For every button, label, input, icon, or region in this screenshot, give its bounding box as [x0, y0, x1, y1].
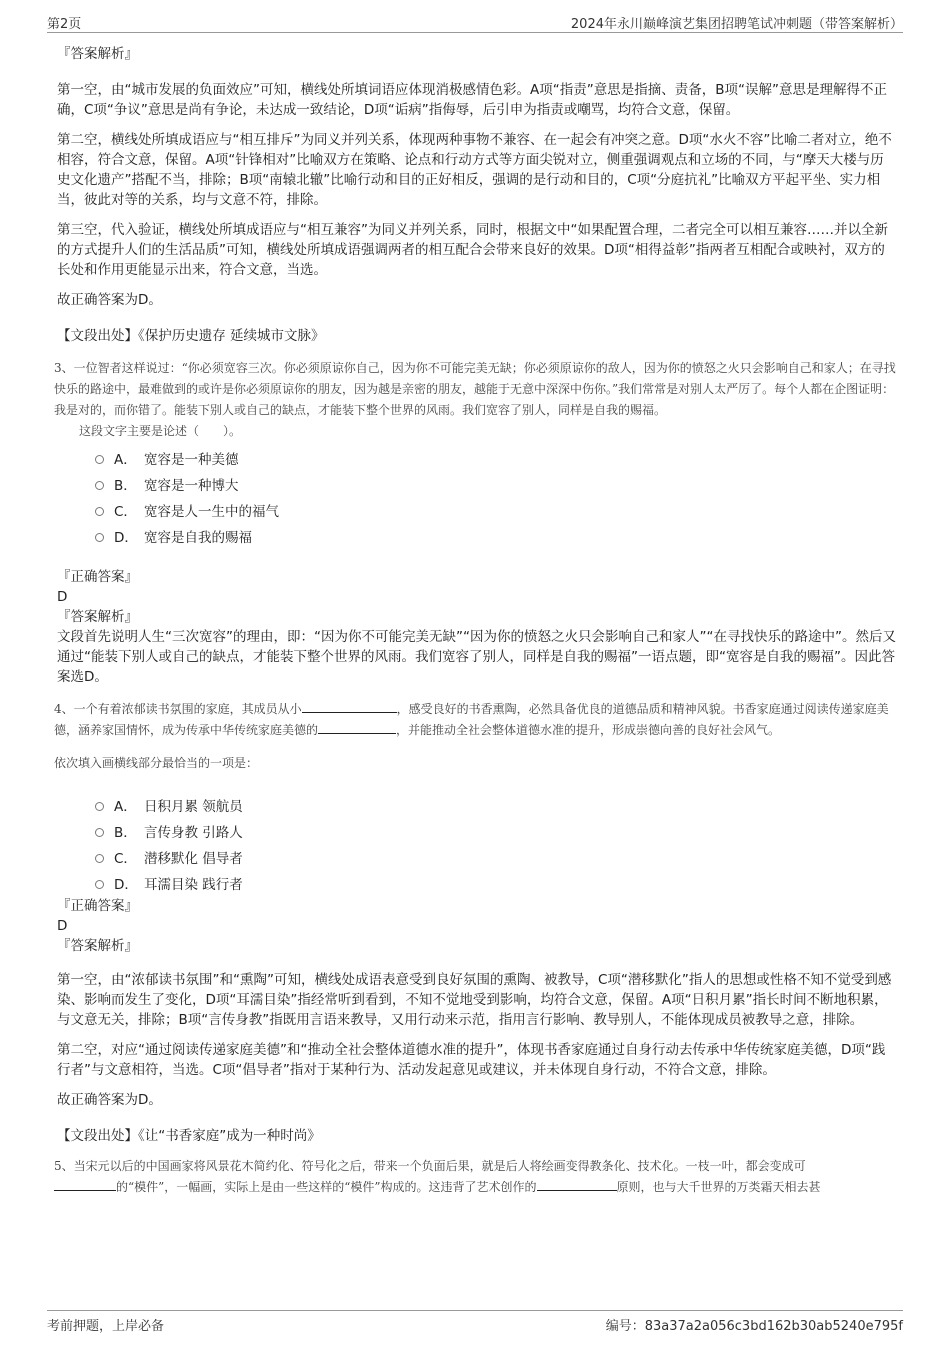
q4-answer-label: 『正确答案』: [57, 898, 138, 914]
q2-analysis-para-1: 第一空，由“城市发展的负面效应”可知，横线处所填词语应体现消极感情色彩。A项“指责”意思是指摘、责备，B项“误解”意思是理解得不正确，C项“争议”意思是尚有争论，未达成一致结论，D项“诟病”指侮辱，后引申为指责或嘲骂，均符合文意，保留。: [57, 82, 887, 118]
option-key: C．: [114, 851, 137, 867]
radio-icon[interactable]: [95, 507, 104, 516]
option-key: B．: [114, 825, 137, 841]
blank-line: [318, 721, 396, 734]
footer-slogan: 考前押题，上岸必备: [47, 1319, 165, 1334]
q3-analysis: 文段首先说明人生“三次宽容”的理由，即：“因为你不可能完美无缺”“因为你的愤怒之火只会影响自己和家人”“在寻找快乐的路途中”。然后又通过“能装下别人或自己的缺点，才能装下整个世界的风雨。我们宽容了别人，同样是自我的赐福”一语点题，即“宽容是自我的赐福”。因此答案选D。: [57, 629, 896, 685]
radio-icon[interactable]: [95, 880, 104, 889]
q2-analysis-para-2: 第二空，横线处所填成语应与“相互排斥”为同义并列关系，体现两种事物不兼容、在一起会有冲突之意。D项“水火不容”比喻二者对立，绝不相容，符合文意，保留。A项“针锋相对”比喻双方在策略、论点和行动方式等方面尖锐对立，侧重强调观点和立场的不同，与“摩天大楼与历史文化遗产”搭配不当，排除；B项“南辕北辙”比喻行动和目的正好相反，强调的是行动和目的，C项“分庭抗礼”比喻双方平起平坐、实力相当，彼此对等的关系，均与文意不符，排除。: [57, 132, 892, 208]
document-code: [606, 1315, 903, 1334]
q3-options: [95, 445, 897, 549]
option-text: 宽容是一种美德: [144, 452, 239, 468]
option-key: C．: [114, 504, 137, 520]
q4-text-2: ，感受良好的书香熏陶，必然具备优良的道德品质和精神风貌。书香家庭通过阅读传递家庭美德，涵养家国情怀，成为传承中华传统家庭美德的: [54, 702, 889, 737]
option-key: B．: [114, 478, 137, 494]
q3-option-d[interactable]: [95, 523, 897, 549]
code-label: 编号：: [605, 1319, 645, 1334]
page-number: 第2页: [47, 17, 82, 32]
q4-text-3: ，并能推动全社会整体道德水准的提升，形成崇德向善的良好社会风气。: [396, 723, 781, 737]
q3-analysis-label: 『答案解析』: [57, 609, 138, 625]
q4-source: 【文段出处】《让“书香家庭”成为一种时尚》: [57, 1128, 321, 1144]
page-header: [47, 10, 903, 33]
option-text: 潜移默化 倡导者: [144, 851, 243, 867]
q4-question: [54, 699, 897, 741]
radio-icon[interactable]: [95, 481, 104, 490]
q5-text-1: 5、当宋元以后的中国画家将风景花木简约化、符号化之后，带来一个负面后果，就是后人将绘画变得教条化、技术化。一枝一叶，都会变成可: [54, 1159, 806, 1173]
blank-line: [302, 700, 397, 713]
option-key: D．: [114, 530, 138, 546]
q4-option-d[interactable]: [95, 870, 897, 896]
q4-option-a[interactable]: [95, 792, 897, 818]
q4-options: [95, 792, 897, 896]
page-footer: [47, 1310, 903, 1335]
content: [54, 44, 897, 1198]
radio-icon[interactable]: [95, 533, 104, 542]
q3-answer: D: [57, 589, 68, 605]
option-text: 宽容是自我的赐福: [144, 530, 252, 546]
radio-icon[interactable]: [95, 828, 104, 837]
option-key: A．: [114, 799, 137, 815]
option-key: A．: [114, 452, 137, 468]
option-text: 言传身教 引路人: [144, 825, 243, 841]
q3-answer-label: 『正确答案』: [57, 569, 138, 585]
code-value: 83a37a2a056c3bd162b30ab5240e795f: [644, 1319, 903, 1334]
q3-option-c[interactable]: [95, 497, 897, 523]
option-text: 日积月累 领航员: [144, 799, 243, 815]
q3-option-a[interactable]: [95, 445, 897, 471]
q2-source: 【文段出处】《保护历史遗存 延续城市文脉》: [57, 328, 325, 344]
q3-question: 3、一位智者这样说过：“你必须宽容三次。你必须原谅你自己，因为你不可能完美无缺；你必须原谅你的敌人，因为你的愤怒之火只会影响自己和家人；在寻找快乐的路途中，最难做到的或许是你必须原谅你的朋友，因为越是亲密的朋友，越能于无意中深深中伤你。”我们常常是对别人太严厉了。每个人都在企图证明：我是对的，而你错了。能装下别人或自己的缺点，才能装下整个世界的风雨。我们宽容了别人，同样是自我的赐福。: [54, 361, 896, 417]
q4-analysis-para-1: 第一空，由“浓郁读书氛围”和“熏陶”可知，横线处成语表意受到良好氛围的熏陶、被教导，C项“潜移默化”指人的思想或性格不知不觉受到感染、影响而发生了变化，D项“耳濡目染”指经常听到看到，不知不觉地受到影响，均符合文意，保留。A项“日积月累”指长时间不断地积累，与文意无关，排除；B项“言传身教”指既用言语来教导，又用行动来示范，指用言行影响、教导别人，不能体现成员被教导之意，排除。: [57, 972, 892, 1028]
q3-stem: 这段文字主要是论述（ ）。: [79, 424, 242, 438]
option-text: 耳濡目染 践行者: [144, 877, 243, 893]
q4-option-b[interactable]: [95, 818, 897, 844]
q5-text-3: 原则，也与大千世界的万类霜天相去甚: [616, 1180, 821, 1194]
q4-conclusion: 故正确答案为D。: [57, 1092, 162, 1108]
document-title: 2024年永川巅峰演艺集团招聘笔试冲刺题（带答案解析）: [570, 17, 903, 32]
q4-stem: 依次填入画横线部分最恰当的一项是：: [54, 756, 259, 770]
q4-analysis-label: 『答案解析』: [57, 938, 138, 954]
blank-line: [54, 1178, 116, 1191]
q4-answer: D: [57, 918, 68, 934]
option-text: 宽容是一种博大: [144, 478, 239, 494]
q4-text-1: 4、一个有着浓郁读书氛围的家庭，其成员从小: [54, 702, 302, 716]
q2-conclusion: 故正确答案为D。: [57, 292, 162, 308]
q4-option-c[interactable]: [95, 844, 897, 870]
q5-question: [54, 1156, 897, 1198]
radio-icon[interactable]: [95, 854, 104, 863]
option-text: 宽容是人一生中的福气: [144, 504, 279, 520]
q2-analysis-para-3: 第三空，代入验证，横线处所填成语应与“相互兼容”为同义并列关系，同时，根据文中“如果配置合理，二者完全可以相互兼容……并以全新的方式提升人们的生活品质”可知，横线处所填成语强调两者的相互配合会带来良好的效果。D项“相得益彰”指两者互相配合或映衬，双方的长处和作用更能显示出来，符合文意，当选。: [57, 222, 888, 278]
radio-icon[interactable]: [95, 802, 104, 811]
q3-option-b[interactable]: [95, 471, 897, 497]
blank-line: [537, 1178, 617, 1191]
option-key: D．: [114, 877, 138, 893]
radio-icon[interactable]: [95, 455, 104, 464]
q2-analysis-label: 『答案解析』: [57, 46, 138, 62]
q5-text-2: 的“模件”，一幅画，实际上是由一些这样的“模件”构成的。这违背了艺术创作的: [116, 1180, 537, 1194]
q4-analysis-para-2: 第二空，对应“通过阅读传递家庭美德”和“推动全社会整体道德水准的提升”，体现书香家庭通过自身行动去传承中华传统家庭美德，D项“践行者”与文意相符，当选。C项“倡导者”指对于某种行为、活动发起意见或建议，并未体现自身行动，不符合文意，排除。: [57, 1042, 886, 1078]
